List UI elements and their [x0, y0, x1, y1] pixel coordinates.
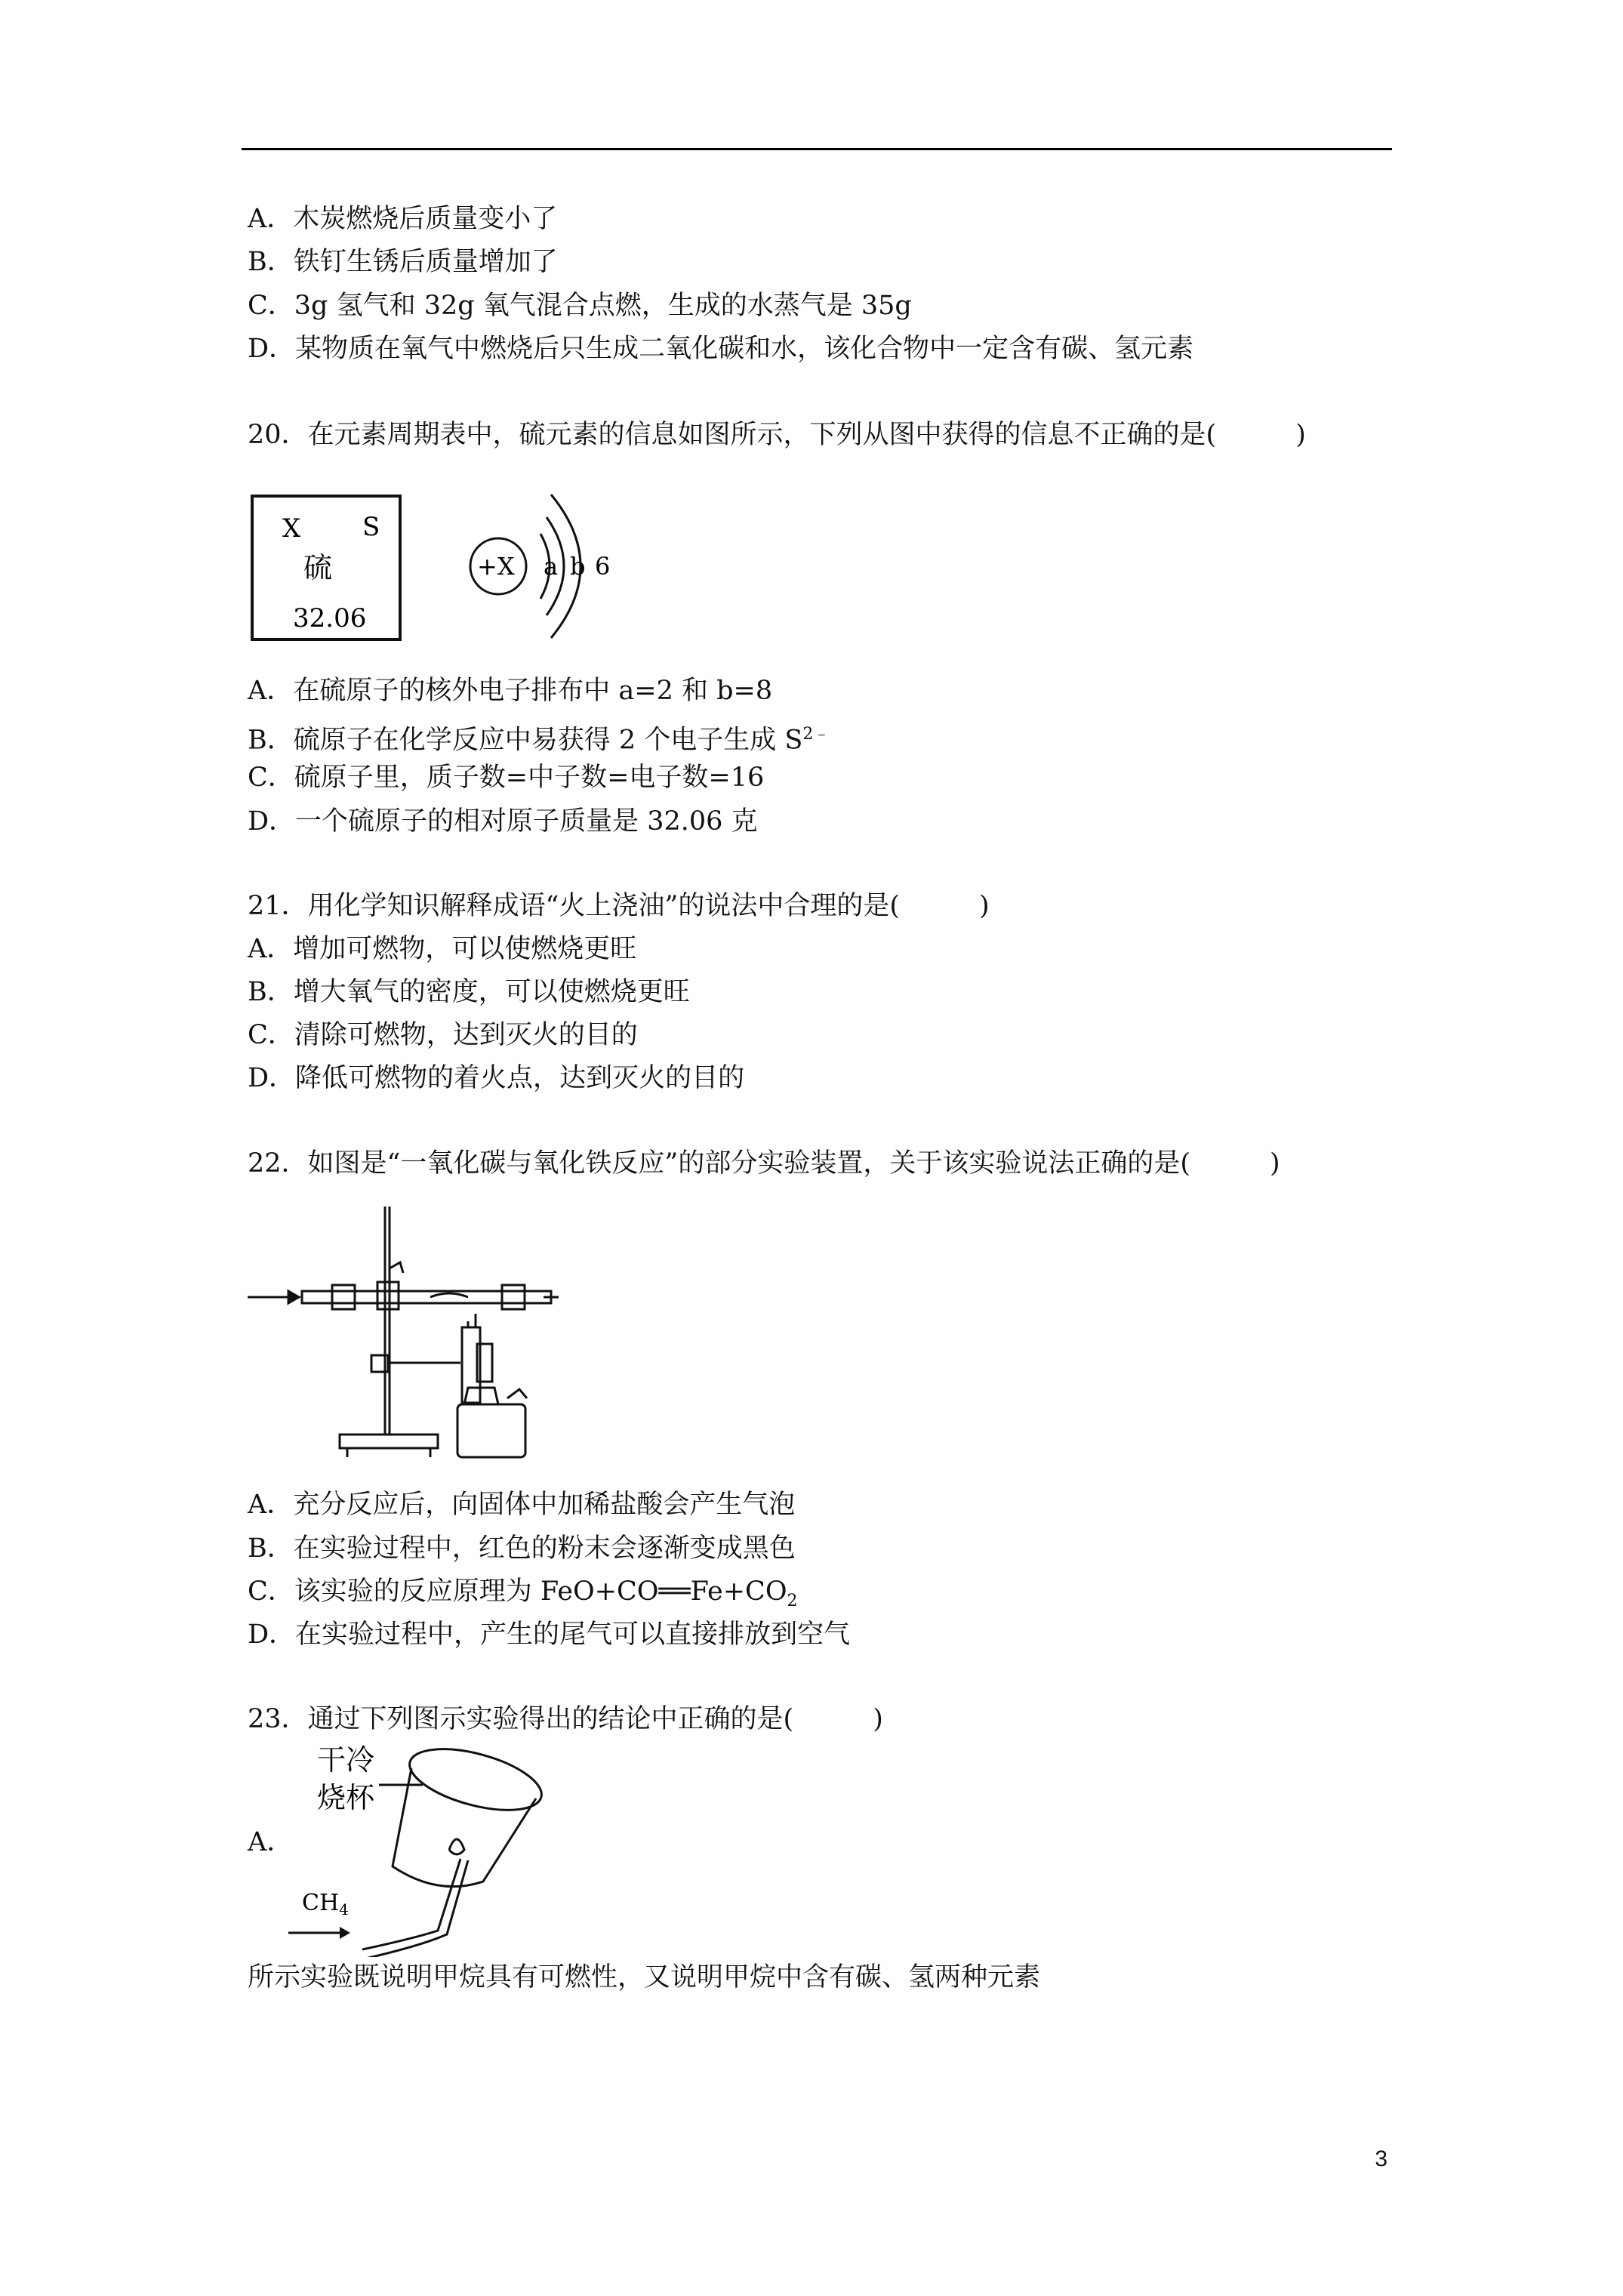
- q20-stem: 20．在元素周期表中，硫元素的信息如图所示，下列从图中获得的信息不正确的是( ): [248, 420, 1306, 450]
- beaker-bottom: [403, 1738, 547, 1822]
- q21-option-c: C．清除可燃物，达到灭火的目的: [248, 1020, 638, 1050]
- q22-apparatus-figure: [242, 1200, 574, 1469]
- q23-option-a-text: 所示实验既说明甲烷具有可燃性，又说明甲烷中含有碳、氢两种元素: [248, 1962, 1041, 1992]
- q20-option-a: A．在硫原子的核外电子排布中 a=2 和 b=8: [248, 676, 773, 706]
- element-symbol: S: [362, 512, 380, 542]
- shell-label-b: b: [570, 552, 586, 581]
- q19-option-a: A．木炭燃烧后质量变小了: [248, 204, 558, 234]
- q20-option-b: B．硫原子在化学反应中易获得 2 个电子生成 $S^{2﹣}$: [248, 725, 830, 756]
- q19-option-b: B．铁钉生锈后质量增加了: [248, 247, 558, 277]
- q21-option-b: B．增大氧气的密度，可以使燃烧更旺: [248, 977, 690, 1007]
- stand-base: [340, 1435, 438, 1448]
- label-beaker: 烧杯: [317, 1781, 375, 1814]
- q20-figure: [249, 464, 642, 661]
- shell-label-6: 6: [595, 552, 611, 581]
- q23-beaker-figure: [287, 1738, 574, 1957]
- header-rule: [242, 148, 1392, 150]
- q23-option-a-letter: A．: [248, 1827, 294, 1857]
- q20-option-c: C．硫原子里，质子数=中子数=电子数=16: [248, 763, 765, 793]
- sulfide-charge: 2﹣: [802, 725, 830, 744]
- shell-label-a: a: [544, 552, 559, 581]
- q23-stem: 23．通过下列图示实验得出的结论中正确的是( ): [248, 1704, 883, 1734]
- q22-option-a: A．充分反应后，向固体中加稀盐酸会产生气泡: [248, 1490, 796, 1520]
- q22-option-d: D．在实验过程中，产生的尾气可以直接排放到空气: [248, 1620, 851, 1650]
- label-dry-cold: 干冷: [317, 1743, 375, 1777]
- q21-option-a: A．增加可燃物，可以使燃烧更旺: [248, 934, 637, 964]
- element-name: 硫: [303, 551, 333, 584]
- gas-label: $CH_4$: [302, 1890, 349, 1918]
- nucleus-charge: +X: [477, 552, 515, 581]
- q22-option-c: C．该实验的反应原理为 $FeO+CO══Fe+CO_2$: [248, 1576, 798, 1610]
- q22-stem: 22．如图是“一氧化碳与氧化铁反应”的部分实验装置，关于该实验说法正确的是( ): [248, 1148, 1280, 1179]
- page-number: 3: [1375, 2147, 1387, 2171]
- element-atomic-number: X: [282, 513, 301, 544]
- alcohol-lamp: [457, 1404, 525, 1457]
- q19-option-c: C．3g 氢气和 32g 氧气混合点燃，生成的水蒸气是 35g: [248, 291, 912, 321]
- q22-option-b: B．在实验过程中，红色的粉末会逐渐变成黑色: [248, 1533, 796, 1564]
- q21-stem: 21．用化学知识解释成语“火上浇油”的说法中合理的是( ): [248, 891, 990, 921]
- q21-option-d: D．降低可燃物的着火点，达到灭火的目的: [248, 1063, 745, 1093]
- q20-option-d: D．一个硫原子的相对原子质量是 32.06 克: [248, 806, 758, 837]
- element-mass: 32.06: [293, 603, 367, 633]
- flame: [449, 1839, 464, 1854]
- reaction-arrow: ══: [658, 1576, 691, 1607]
- q19-option-d: D．某物质在氧气中燃烧后只生成二氧化碳和水，该化合物中一定含有碳、氢元素: [248, 334, 1194, 364]
